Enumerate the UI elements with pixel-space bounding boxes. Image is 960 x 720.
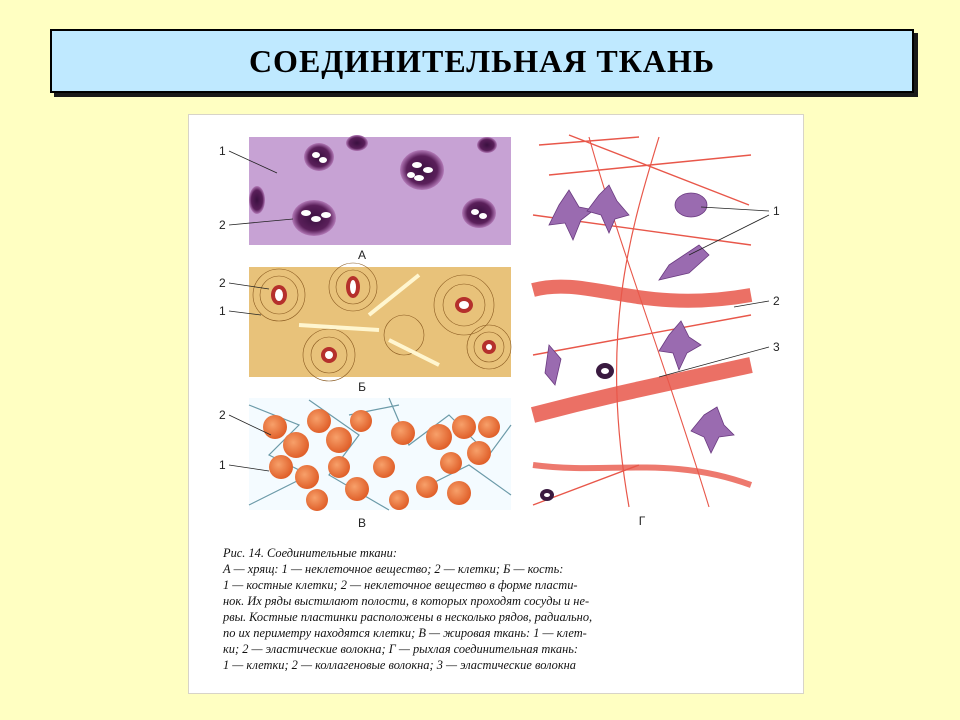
caption-line: по их периметру находятся клетки; В — жировая ткань: 1 — клет- xyxy=(223,626,587,640)
panel-a-label-2: 2 xyxy=(219,218,226,232)
panel-b-letter: Б xyxy=(358,380,366,394)
title-banner xyxy=(50,29,914,93)
caption-line: 1 — костные клетки; 2 — неклеточное вещество в форме пласти- xyxy=(223,578,578,592)
panel-g-label-3: 3 xyxy=(773,340,780,354)
panel-g-label-1: 1 xyxy=(773,204,780,218)
caption-line: рвы. Костные пластинки расположены в несколько рядов, радиально, xyxy=(223,610,593,624)
panel-a-label-1: 1 xyxy=(219,144,226,158)
caption-line: Рис. 14. Соединительные ткани: xyxy=(223,546,398,560)
page-title: СОЕДИНИТЕЛЬНАЯ ТКАНЬ xyxy=(248,42,716,79)
panel-v-label-2: 2 xyxy=(219,408,226,422)
caption-line: 1 — клетки; 2 — коллагеновые волокна; 3 — эластические волокна xyxy=(223,658,576,672)
panel-v-letter: В xyxy=(357,516,367,530)
panel-a-letter: А xyxy=(357,248,367,262)
caption-line: ки; 2 — эластические волокна; Г — рыхлая соединительная ткань: xyxy=(223,642,578,656)
panel-b-label-1: 1 xyxy=(219,304,226,318)
panel-g-loose-tissue xyxy=(533,135,780,528)
panel-g-label-2: 2 xyxy=(773,294,780,308)
textbook-figure xyxy=(188,114,804,694)
panel-v-label-1: 1 xyxy=(219,458,226,472)
caption-line: нок. Их ряды выстилают полости, в которых проходят сосуды и не- xyxy=(223,594,590,608)
panel-a-cartilage xyxy=(219,135,511,262)
caption-line: А — хрящ: 1 — неклеточное вещество; 2 — клетки; Б — кость: xyxy=(223,562,564,576)
figure-caption xyxy=(223,545,773,673)
panel-b-bone xyxy=(219,263,511,394)
panel-b-label-2: 2 xyxy=(219,276,226,290)
panel-g-letter: Г xyxy=(638,514,646,528)
panel-v-adipose xyxy=(219,398,511,530)
